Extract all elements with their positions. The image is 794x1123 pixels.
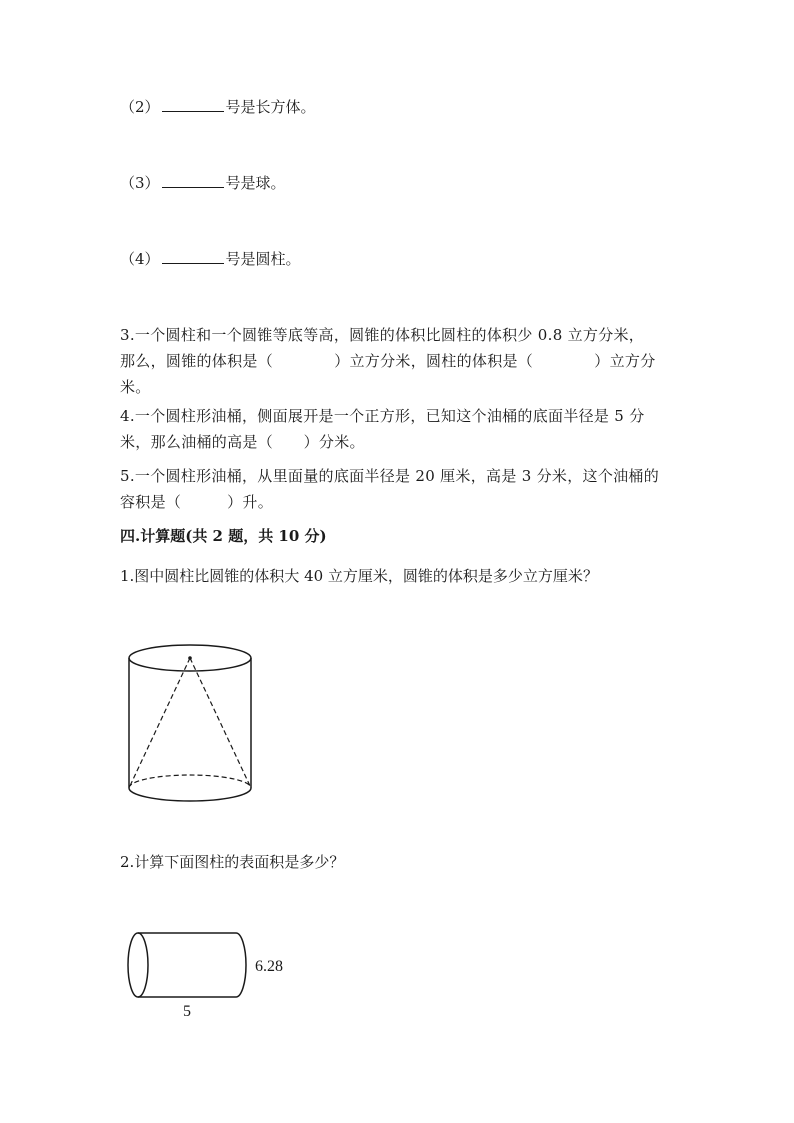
item-3-text: 号是球。 <box>225 174 286 192</box>
question-3-line-2: 那么，圆锥的体积是（ ）立方分米，圆柱的体积是（ ）立方分 <box>120 352 656 370</box>
question-3-line-3: 米。 <box>120 378 151 396</box>
cone-right-edge <box>190 658 251 788</box>
item-4-number: （4） <box>120 250 160 268</box>
horizontal-cylinder-figure <box>124 925 304 1025</box>
calc-question-2: 2.计算下面图柱的表面积是多少？ <box>120 853 345 871</box>
section-heading: 四.计算题(共 2 题，共 10 分) <box>120 527 327 545</box>
cylinder-cone-figure <box>124 640 258 806</box>
question-4-line-2: 米，那么油桶的高是（ ）分米。 <box>120 433 365 451</box>
cylinder-left-face <box>128 933 148 997</box>
question-4 <box>120 403 680 455</box>
height-label: 6.28 <box>255 958 283 975</box>
cylinder-bottom-back-arc <box>129 775 251 788</box>
item-4 <box>120 249 301 269</box>
question-3 <box>120 322 680 400</box>
question-4-line-1: 4.一个圆柱形油桶，侧面展开是一个正方形，已知这个油桶的底面半径是 5 分 <box>120 407 645 425</box>
item-3-number: （3） <box>120 174 160 192</box>
answer-blank[interactable] <box>162 97 224 112</box>
length-label: 5 <box>183 1003 191 1020</box>
item-2 <box>120 97 316 117</box>
calc-question-1: 1.图中圆柱比圆锥的体积大 40 立方厘米，圆锥的体积是多少立方厘米？ <box>120 567 598 585</box>
cone-left-edge <box>129 658 190 788</box>
item-2-text: 号是长方体。 <box>225 98 316 116</box>
question-3-line-1: 3.一个圆柱和一个圆锥等底等高，圆锥的体积比圆柱的体积少 0.8 立方分米， <box>120 326 645 344</box>
item-4-text: 号是圆柱。 <box>225 250 301 268</box>
cylinder-bottom-front-arc <box>129 788 251 801</box>
answer-blank[interactable] <box>162 173 224 188</box>
cone-apex-dot <box>188 656 192 660</box>
question-5-line-1: 5.一个圆柱形油桶，从里面量的底面半径是 20 厘米，高是 3 分米，这个油桶的 <box>120 467 660 485</box>
item-3 <box>120 173 286 193</box>
question-5 <box>120 463 680 515</box>
cylinder-right-face-arc <box>236 933 246 997</box>
answer-blank[interactable] <box>162 249 224 264</box>
question-5-line-2: 容积是（ ）升。 <box>120 493 274 511</box>
item-2-number: （2） <box>120 98 160 116</box>
